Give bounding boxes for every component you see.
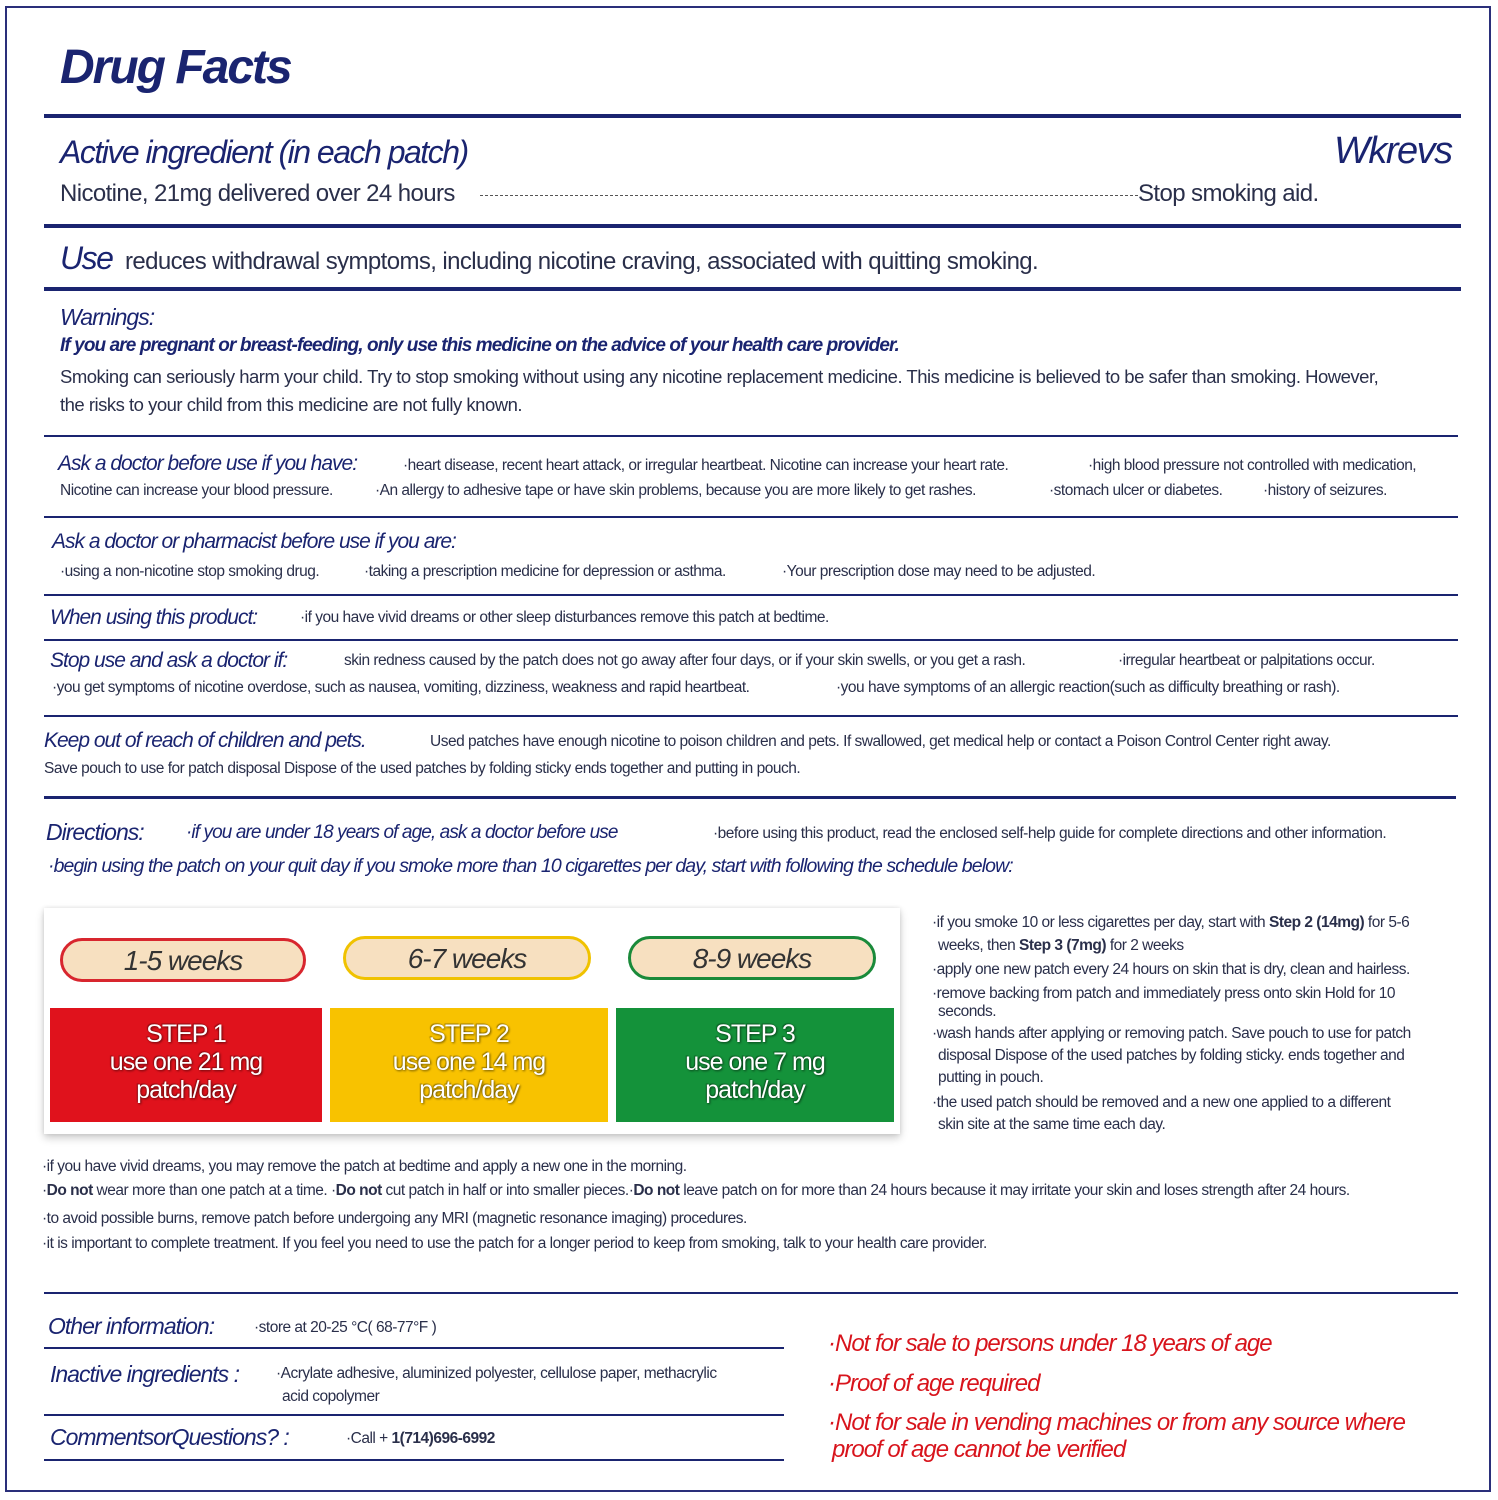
weeks-pill: 8-9 weeks (628, 936, 876, 980)
directions-begin: ·begin using the patch on your quit day if you smoke more than 10 cigarettes per day, start with following the schedule below: (48, 855, 1013, 877)
ask-doctor-bullet: ·heart disease, recent heart attack, or irregular heartbeat. Nicotine can increase your heart rate. (403, 457, 1009, 474)
side-note: seconds. (938, 1003, 997, 1020)
divider (44, 594, 1458, 596)
leader-dashes (480, 195, 1138, 196)
ask-doctor-bullet: ·high blood pressure not controlled with medication, (1088, 457, 1417, 474)
age-note: ·Proof of age required (828, 1370, 1040, 1397)
divider (44, 1459, 784, 1461)
warnings-heading: Warnings: (60, 304, 155, 330)
active-purpose: Stop smoking aid. (1138, 180, 1319, 207)
dosing-schedule (44, 908, 900, 1134)
stop-use-bullet: ·you get symptoms of nicotine overdose, such as nausea, vomiting, dizziness, weakness and rapid heartbeat. (52, 679, 750, 696)
side-note: ·the used patch should be removed and a new one applied to a different (932, 1094, 1391, 1111)
inactive-heading: Inactive ingredients : (50, 1361, 239, 1387)
directions-heading: Directions: (46, 819, 144, 845)
other-info-text: ·store at 20-25 °C( 68-77°F ) (254, 1319, 437, 1336)
use-heading: Use (60, 240, 113, 276)
use-text: reduces withdrawal symptoms, including nicotine craving, associated with quitting smoking. (125, 248, 1039, 275)
side-note: ·if you smoke 10 or less cigarettes per day, start with Step 2 (14mg) for 5-6 (932, 914, 1410, 931)
divider (44, 796, 1456, 799)
comments-phone: ·Call + 1(714)696-6992 (346, 1430, 495, 1447)
divider (44, 516, 1458, 518)
warnings-pregnant: If you are pregnant or breast-feeding, only use this medicine on the advice of your health care provider. (60, 335, 899, 356)
when-using-bullet: ·if you have vivid dreams or other sleep disturbances remove this patch at bedtime. (300, 609, 829, 626)
bottom-note: ·it is important to complete treatment. If you feel you need to use the patch for a longer period to keep from smoking, talk to your health care provider. (42, 1235, 987, 1252)
ask-pharmacist-heading: Ask a doctor or pharmacist before use if you are: (52, 530, 456, 553)
step-label: STEP 2 (429, 1020, 509, 1048)
directions-before: ·before using this product, read the enclosed self-help guide for complete directions and other information. (713, 825, 1387, 842)
side-note: putting in pouch. (938, 1069, 1044, 1086)
step-dose: use one 7 mg (685, 1048, 825, 1076)
step-3-block (616, 1008, 894, 1122)
divider (44, 1414, 784, 1416)
step-label: STEP 3 (715, 1020, 795, 1048)
step-unit: patch/day (419, 1076, 519, 1104)
divider (44, 435, 1458, 437)
stop-use-bullet: ·irregular heartbeat or palpitations occur. (1118, 652, 1375, 669)
warnings-line-1: Smoking can seriously harm your child. Try to stop smoking without using any nicotine replacement medicine. This medicine is believed to be safer than smoking. However, (60, 366, 1379, 387)
weeks-pill: 6-7 weeks (343, 936, 591, 980)
step-2-block (330, 1008, 608, 1122)
age-note: proof of age cannot be verified (832, 1436, 1126, 1463)
age-note: ·Not for sale to persons under 18 years of age (828, 1330, 1272, 1357)
when-using-heading: When using this product: (50, 606, 258, 629)
side-note: ·wash hands after applying or removing patch. Save pouch to use for patch (932, 1025, 1411, 1042)
side-note: ·apply one new patch every 24 hours on skin that is dry, clean and hairless. (932, 961, 1410, 978)
divider (44, 1347, 784, 1349)
bottom-note: ·Do not wear more than one patch at a time. ·Do not cut patch in half or into smaller pieces.·Do not leave patch on for more than 24 hours because it may irritate your skin and loses strength after 24 hours. (42, 1182, 1350, 1199)
weeks-pill: 1-5 weeks (60, 938, 306, 982)
bottom-note: ·to avoid possible burns, remove patch before undergoing any MRI (magnetic resonance imaging) procedures. (42, 1210, 747, 1227)
other-info-heading: Other information: (48, 1313, 215, 1339)
step-unit: patch/day (705, 1076, 805, 1104)
keep-out-text: Save pouch to use for patch disposal Dispose of the used patches by folding sticky ends together and putting in pouch. (44, 760, 801, 777)
divider (44, 224, 1461, 228)
step-label: STEP 1 (146, 1020, 226, 1048)
ask-doctor-bullet: ·history of seizures. (1263, 482, 1387, 499)
stop-use-bullet: ·you have symptoms of an allergic reaction(such as difficulty breathing or rash). (836, 679, 1340, 696)
side-note: disposal Dispose of the used patches by folding sticky. ends together and (938, 1047, 1405, 1064)
stop-use-bullet: skin redness caused by the patch does not go away after four days, or if your skin swells, or you get a rash. (344, 652, 1026, 669)
ask-pharmacist-bullet: ·using a non-nicotine stop smoking drug. (60, 563, 320, 580)
divider (44, 1292, 1458, 1294)
side-note: weeks, then Step 3 (7mg) for 2 weeks (938, 937, 1184, 954)
divider (44, 114, 1461, 118)
stop-use-heading: Stop use and ask a doctor if: (50, 649, 288, 672)
ask-doctor-heading: Ask a doctor before use if you have: (58, 452, 358, 475)
comments-heading: CommentsorQuestions? : (50, 1424, 289, 1450)
keep-out-text: Used patches have enough nicotine to poison children and pets. If swallowed, get medical help or contact a Poison Control Center right away. (430, 733, 1331, 750)
side-note: ·remove backing from patch and immediately press onto skin Hold for 10 (932, 985, 1395, 1002)
warnings-line-2: the risks to your child from this medicine are not fully known. (60, 394, 523, 415)
age-note: ·Not for sale in vending machines or from any source where (828, 1409, 1405, 1436)
step-dose: use one 14 mg (392, 1048, 546, 1076)
ask-pharmacist-bullet: ·Your prescription dose may need to be adjusted. (782, 563, 1096, 580)
step-1-block (50, 1008, 322, 1122)
brand-name: Wkrevs (1334, 130, 1452, 172)
step-dose: use one 21 mg (109, 1048, 263, 1076)
side-note: skin site at the same time each day. (938, 1116, 1166, 1133)
ask-doctor-bullet: ·stomach ulcer or diabetes. (1049, 482, 1223, 499)
directions-under18: ·if you are under 18 years of age, ask a doctor before use (186, 822, 618, 843)
inactive-text: acid copolymer (282, 1388, 380, 1405)
active-ingredient: Nicotine, 21mg delivered over 24 hours (60, 180, 455, 207)
inactive-text: ·Acrylate adhesive, aluminized polyester, cellulose paper, methacrylic (276, 1365, 717, 1382)
bottom-note: ·if you have vivid dreams, you may remove the patch at bedtime and apply a new one in the morning. (42, 1158, 687, 1175)
ask-doctor-bullet: ·An allergy to adhesive tape or have skin problems, because you are more likely to get rashes. (375, 482, 976, 499)
divider (44, 639, 1458, 641)
divider (44, 287, 1461, 291)
keep-out-heading: Keep out of reach of children and pets. (44, 729, 366, 752)
step-unit: patch/day (136, 1076, 236, 1104)
page-title: Drug Facts (60, 41, 291, 94)
ask-doctor-bullet: Nicotine can increase your blood pressure. (60, 482, 333, 499)
divider (44, 715, 1458, 717)
active-heading: Active ingredient (in each patch) (60, 134, 468, 170)
ask-pharmacist-bullet: ·taking a prescription medicine for depression or asthma. (364, 563, 726, 580)
